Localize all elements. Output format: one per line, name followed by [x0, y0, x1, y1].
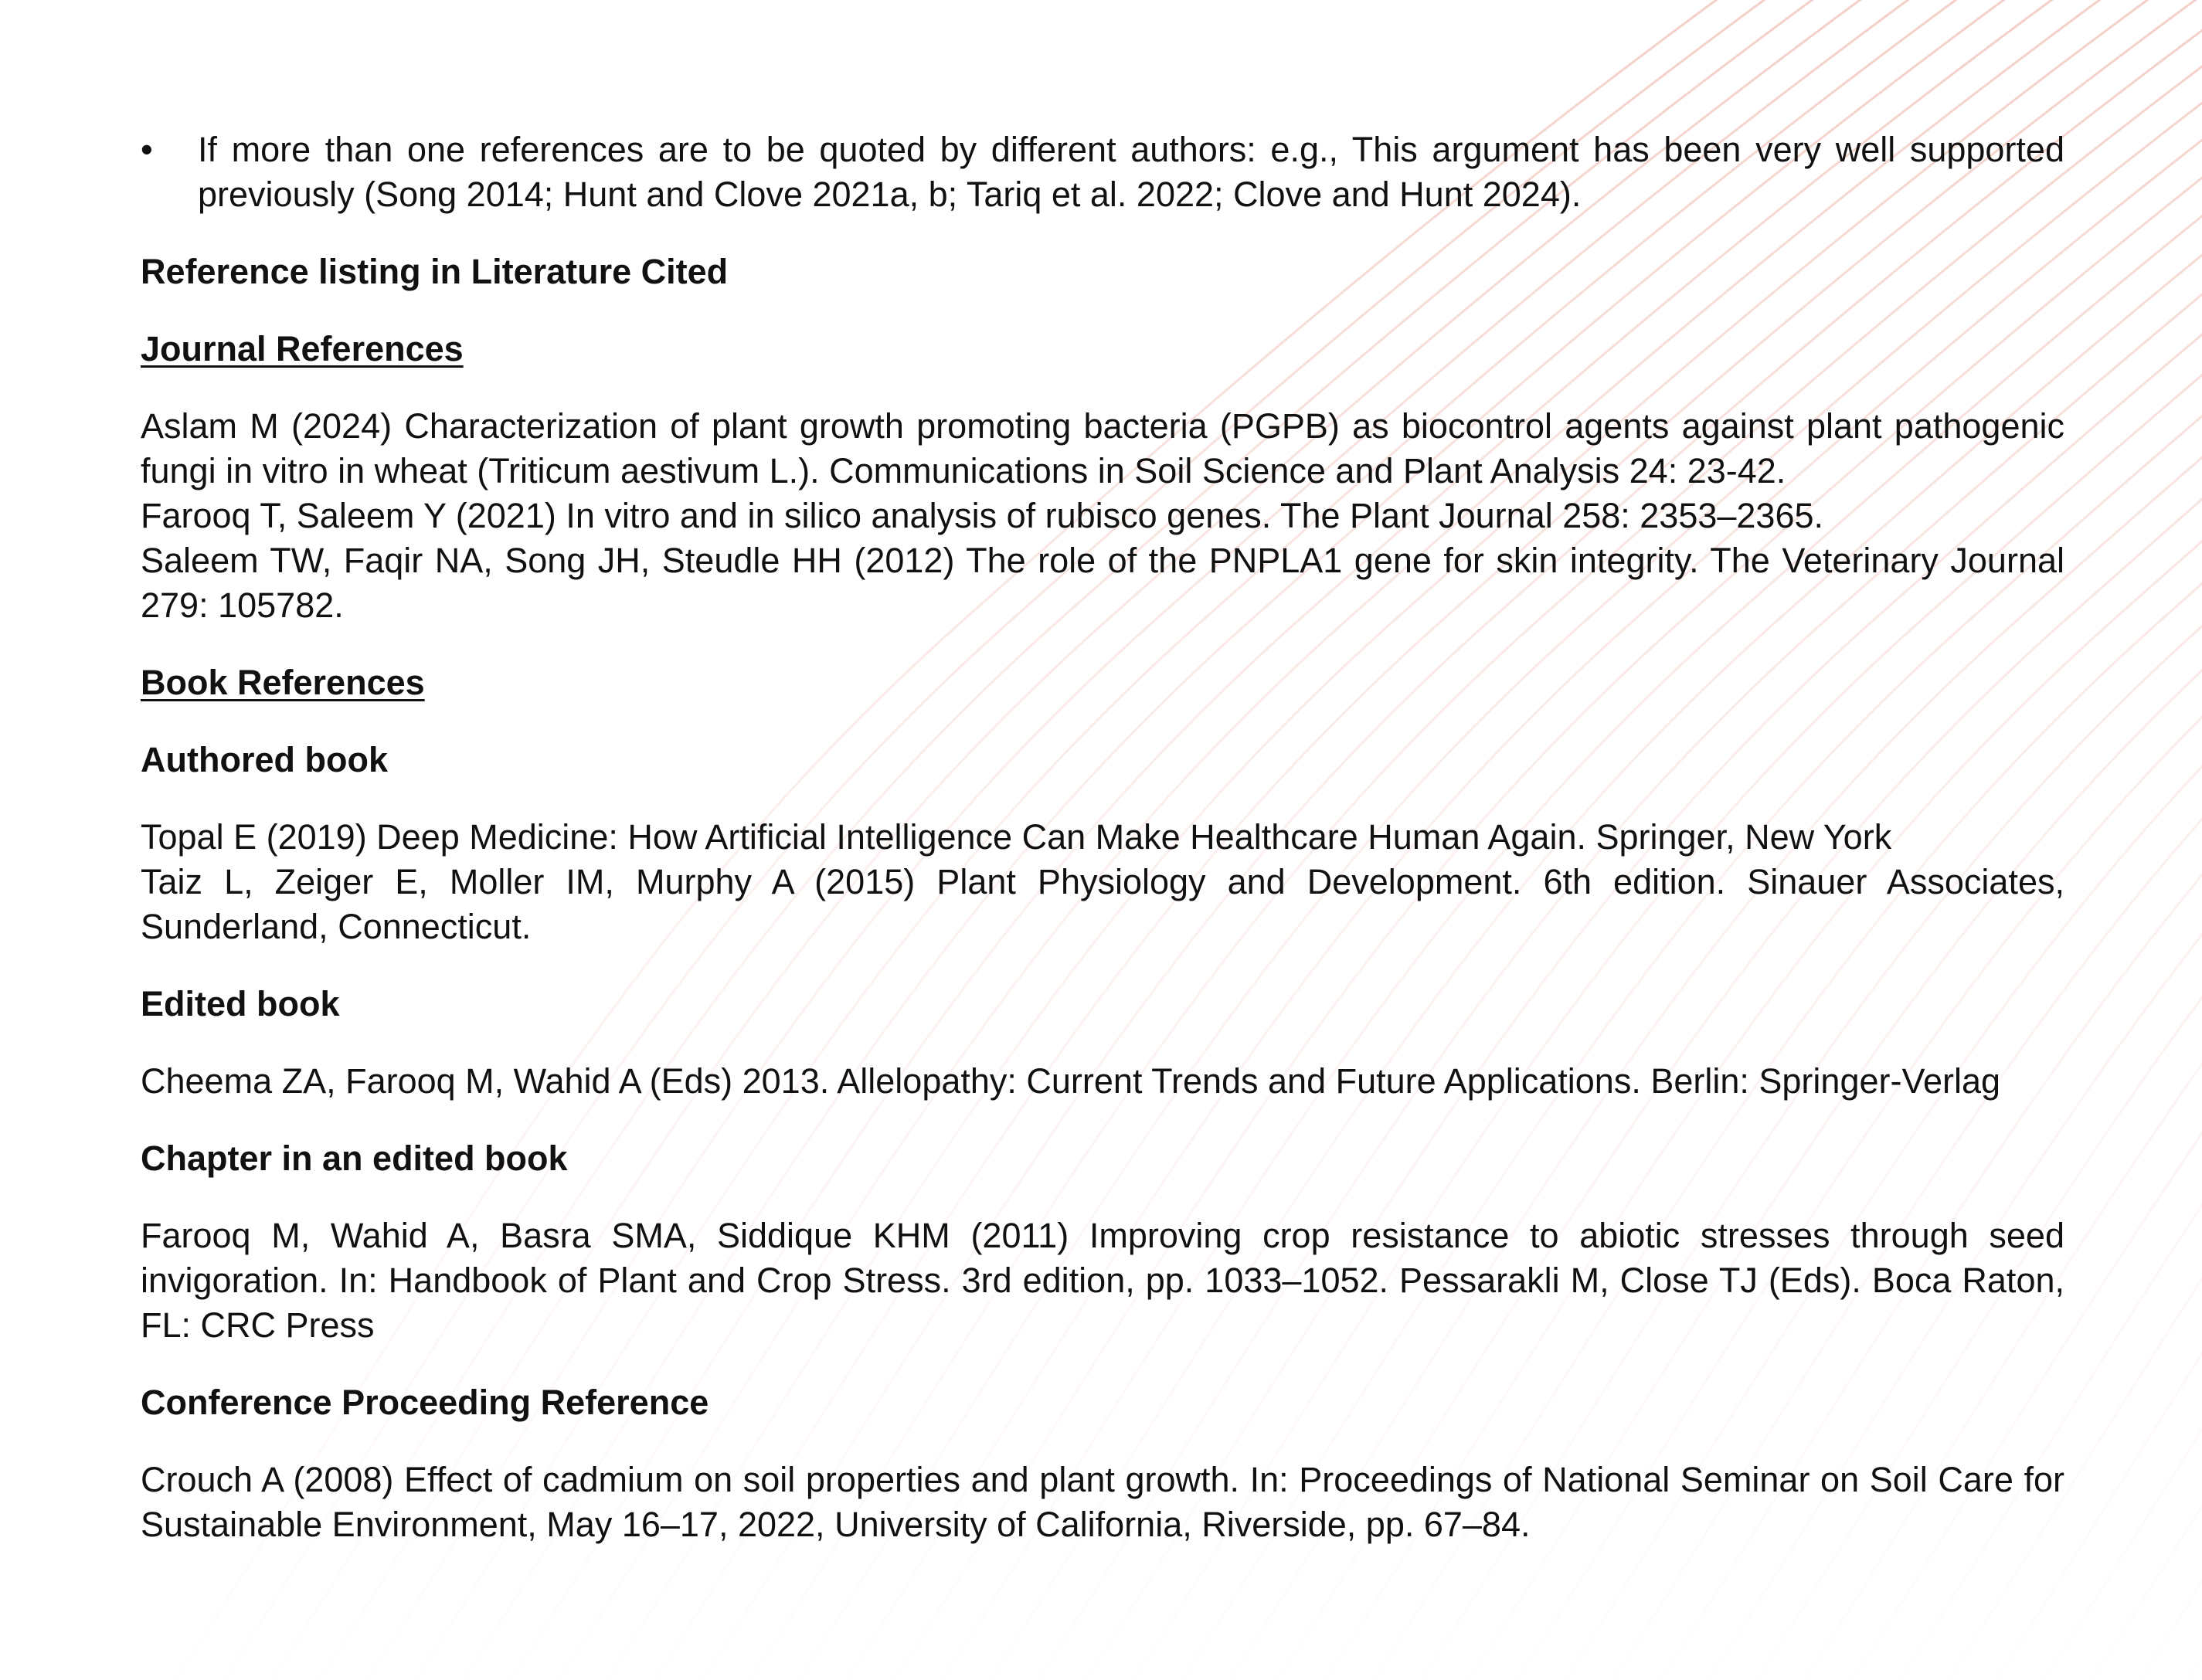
reference-entry: Farooq T, Saleem Y (2021) In vitro and in silico analysis of rubisco genes. The Plant Journal 258: 2353–2365. — [141, 496, 1824, 535]
bullet-text: If more than one references are to be quoted by different authors: e.g., This argument has been very well supported previously (Song 2014; Hunt and Clove 2021a, b; Tariq et al. 2022; Clove and Hunt 2024). — [198, 130, 2064, 214]
heading-reference-listing: Reference listing in Literature Cited — [141, 252, 729, 291]
journal-references-list — [141, 404, 2064, 628]
heading-chapter-in-edited-book: Chapter in an edited book — [141, 1139, 568, 1178]
wave-line — [2185, 0, 2202, 1680]
reference-entry: Saleem TW, Faqir NA, Song JH, Steudle HH (2012) The role of the PNPLA1 gene for skin integrity. The Veterinary Journal 279: 105782. — [141, 541, 2064, 625]
wave-line — [2137, 0, 2202, 1680]
reference-entry: Crouch A (2008) Effect of cadmium on soil properties and plant growth. In: Proceedings of National Seminar on Soil Care for Sustainable Environment, May 16–17, 2022, University of California, Riverside, pp. 67–84. — [141, 1460, 2064, 1544]
reference-entry: Topal E (2019) Deep Medicine: How Artificial Intelligence Can Make Healthcare Human Again. Springer, New York — [141, 817, 1892, 857]
conference-list — [141, 1458, 2064, 1547]
edited-book-list — [141, 1059, 2064, 1104]
reference-entry: Farooq M, Wahid A, Basra SMA, Siddique KHM (2011) Improving crop resistance to abiotic stresses through seed invigoration. In: Handbook of Plant and Crop Stress. 3rd edition, pp. 1033–1052. Pessarakli M, Close TJ (Eds). Boca Raton, FL: CRC Press — [141, 1216, 2064, 1345]
heading-edited-book: Edited book — [141, 984, 340, 1023]
reference-entry: Cheema ZA, Farooq M, Wahid A (Eds) 2013. Allelopathy: Current Trends and Future Applications. Berlin: Springer-Verlag — [141, 1061, 2001, 1101]
chapter-list — [141, 1213, 2064, 1348]
reference-entry: Aslam M (2024) Characterization of plant growth promoting bacteria (PGPB) as biocontrol agents against plant pathogenic fungi in vitro in wheat (Triticum aestivum L.). Communications in Soil Science and Plant Analysis 24: 23-42. — [141, 406, 2064, 490]
document-page — [141, 127, 2064, 1580]
reference-entry: Taiz L, Zeiger E, Moller IM, Murphy A (2015) Plant Physiology and Development. 6th edition. Sinauer Associates, Sunderland, Connecticut. — [141, 862, 2064, 946]
heading-authored-book: Authored book — [141, 740, 388, 779]
bullet-mark: • — [141, 130, 153, 169]
authored-book-list — [141, 815, 2064, 949]
heading-conference-proceeding: Conference Proceeding Reference — [141, 1383, 709, 1422]
heading-journal-references: Journal References — [141, 329, 464, 368]
bullet-item — [141, 127, 2064, 217]
heading-book-references: Book References — [141, 663, 425, 702]
wave-line — [2041, 0, 2202, 1680]
